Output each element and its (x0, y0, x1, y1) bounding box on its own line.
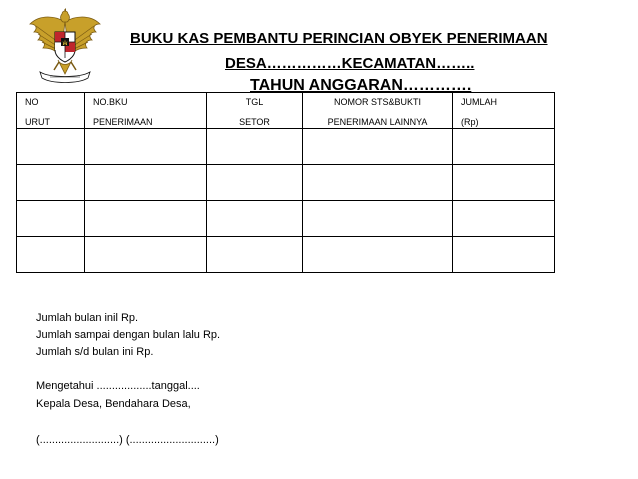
table-cell[interactable] (303, 237, 453, 273)
village-district-line: DESA……………KECAMATAN…….. (225, 55, 475, 72)
table-cell[interactable] (17, 201, 85, 237)
table-cell[interactable] (453, 201, 555, 237)
table-cell[interactable] (85, 201, 207, 237)
table-header-row (17, 93, 555, 129)
table-cell[interactable] (207, 237, 303, 273)
garuda-emblem-icon (26, 8, 104, 86)
table-row (17, 165, 555, 201)
document-title: BUKU KAS PEMBANTU PERINCIAN OBYEK PENERIMAAN (130, 30, 548, 47)
header-tgl-setor: TGL SETOR (207, 93, 303, 129)
acknowledged-date-line: Mengetahui ..................tanggal.... (36, 380, 200, 392)
table-cell[interactable] (453, 237, 555, 273)
signatory-titles-line: Kepala Desa, Bendahara Desa, (36, 398, 191, 410)
header-no-bku: NO.BKU PENERIMAAN (85, 93, 207, 129)
header-no-urut: NO URUT (17, 93, 85, 129)
table-cell[interactable] (453, 129, 555, 165)
total-until-last-month-line: Jumlah sampai dengan bulan lalu Rp. (36, 329, 221, 341)
ledger-table (16, 92, 555, 273)
table-cell[interactable] (85, 237, 207, 273)
total-this-month-line: Jumlah bulan inil Rp. (36, 312, 139, 324)
signature-placeholders-line: (..........................) (............................) (36, 434, 219, 446)
table-cell[interactable] (303, 129, 453, 165)
table-cell[interactable] (303, 165, 453, 201)
table-cell[interactable] (207, 201, 303, 237)
budget-year-line: TAHUN ANGGARAN…………. (250, 77, 472, 94)
table-cell[interactable] (303, 201, 453, 237)
table-cell[interactable] (17, 165, 85, 201)
table-row (17, 129, 555, 165)
table-row (17, 201, 555, 237)
table-cell[interactable] (85, 129, 207, 165)
table-row (17, 237, 555, 273)
table-cell[interactable] (17, 129, 85, 165)
table-cell[interactable] (207, 129, 303, 165)
header-nomor-sts: NOMOR STS&BUKTI PENERIMAAN LAINNYA (303, 93, 453, 129)
table-cell[interactable] (17, 237, 85, 273)
header-jumlah: JUMLAH (Rp) (453, 93, 555, 129)
table-cell[interactable] (85, 165, 207, 201)
total-through-this-month-line: Jumlah s/d bulan ini Rp. (36, 346, 154, 358)
table-cell[interactable] (207, 165, 303, 201)
table-cell[interactable] (453, 165, 555, 201)
